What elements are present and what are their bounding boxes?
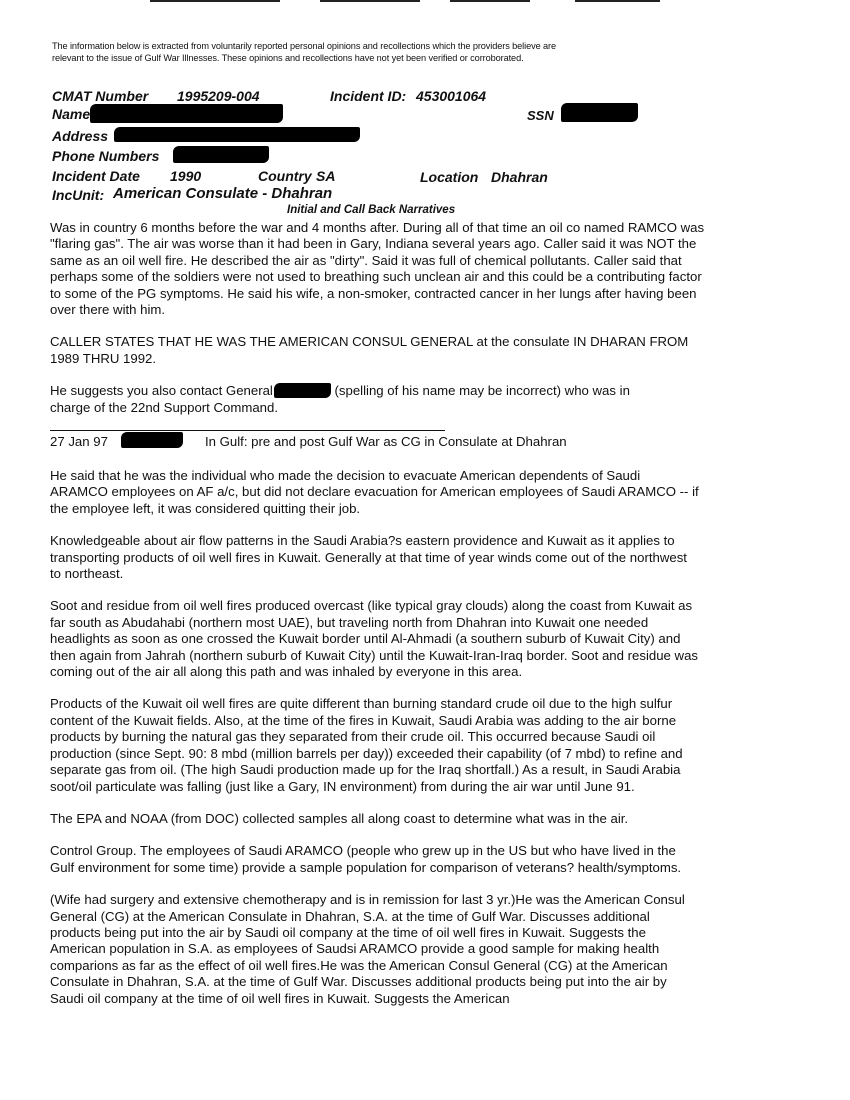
name-label: Name (52, 106, 91, 122)
location-label: Location (420, 169, 479, 185)
callback-caller-redaction (121, 432, 183, 448)
narrative-paragraph: Products of the Kuwait oil well fires are quite different than burning standard crude oil due to the high sulfur content of the Kuwait fields. Also, at the time of the fires in Kuwait, Saudi Arabia was adding to the air borne products by burning the natural gas they separated from their crude oil. This occurred because Saudi oil production (since Sept. 90: 8 mbd (million barrels per day)) exceeded their capability (of 7 mbd) to refine and separate gas from oil. (The high Saudi production made up for the Iraq shortfall.) As a result, in Saudi Arabia soot/oil particulate was falling (just like a Gary, IN environment) from during the air war until June 91. (50, 696, 683, 794)
general-name-redaction (274, 383, 331, 398)
narrative-paragraph: Was in country 6 months before the war and 4 months after. During all of that time an oil co named RAMCO was "flaring gas". The air was worse than it had been in Gary, Indiana several years ago. Caller said it was NOT the same as an oil well fire. He described the air as "dirty". Said it was full of chemical pollutants. Caller said that perhaps some of the soldiers were not used to breathing such unclean air and this could be a contributing factor to some of the PG symptoms. He said his wife, a non-smoker, contracted cancer in her lungs after having been over there with him. (50, 220, 705, 318)
phone-redaction (173, 146, 269, 163)
country-value: SA (316, 168, 336, 184)
narrative-paragraph: (Wife had surgery and extensive chemotherapy and is in remission for last 3 yr.)He was the American Consul General (CG) at the American Consulate in Dhahran, S.A. at the time of Gulf War. Discusses additional products being put into the air by Saudi oil company at the time of oil well fires in Kuwait. Suggests the American population in S.A. as employees of Saudsi ARAMCO provide a good sample for making health comparions as far as the effect of oil well fires.He was the American Consul General (CG) at the American Consulate in Dhahran, S.A. at the time of Gulf War. Discusses additional products being put into the air by Saudi oil company at the time of oil well fires in Kuwait. Suggests the American (50, 892, 685, 1006)
callback-divider (50, 430, 445, 431)
incunit-label: IncUnit: (52, 187, 105, 203)
narrative-paragraph: The EPA and NOAA (from DOC) collected samples all along coast to determine what was in the air. (50, 810, 629, 826)
incident-id-value: 453001064 (416, 88, 487, 104)
incident-date-label: Incident Date (52, 168, 140, 184)
address-redaction (114, 127, 360, 142)
contact-suggestion-after: (spelling of his name may be incorrect) who was in charge of the 22nd Support Command. (50, 383, 630, 415)
section-title: Initial and Call Back Narratives (287, 204, 456, 216)
narrative-paragraph: Control Group. The employees of Saudi ARAMCO (people who grew up in the US but who have lived in the Gulf environment for some time) provide a sample population for comparison of veterans? health/symptoms. (50, 843, 682, 875)
ssn-redaction (561, 103, 638, 122)
ssn-label: SSN (527, 108, 554, 123)
phone-numbers-label: Phone Numbers (52, 148, 160, 164)
narrative-paragraph: Soot and residue from oil well fires produced overcast (like typical gray clouds) along the coast from Kuwait as far south as Abudahabi (northern most UAE), but traveling north from Dhahran into Kuwait one needed headlights as soon as one crossed the Kuwait border until Al-Ahmadi (a southern suburb of Kuwait City) and then again from Jahrah (northern suburb of Kuwait City) until the Kuwait-Iran-Iraq border. Soot and residue was coming out of the air all along this path and was inhaled by everyone in this area. (50, 598, 698, 680)
cmat-number-value: 1995209-004 (177, 88, 260, 104)
address-label: Address (52, 128, 109, 144)
scan-artifact-line (450, 0, 530, 2)
disclaimer-text: The information below is extracted from voluntarily reported personal opinions and recollections which the providers believe are relevant to the issue of Gulf War Illnesses. These opinions and recollections have not yet been verified or corroborated. (52, 41, 557, 63)
callback-date: 27 Jan 97 (50, 434, 108, 449)
cmat-number-label: CMAT Number (52, 88, 149, 104)
callback-summary: In Gulf: pre and post Gulf War as CG in Consulate at Dhahran (205, 434, 567, 449)
scan-artifact-line (575, 0, 660, 2)
narrative-paragraph: He said that he was the individual who made the decision to evacuate American dependents of Saudi ARAMCO employees on AF a/c, but did not declare evacuation for American employees of Saudi ARAMCO -- if the employee left, it was considered quitting their job. (50, 468, 699, 516)
name-redaction (90, 104, 283, 123)
contact-suggestion-before: He suggests you also contact General (50, 383, 273, 399)
incunit-value: American Consulate - Dhahran (113, 185, 333, 202)
country-label: Country (258, 168, 312, 184)
narrative-paragraph: CALLER STATES THAT HE WAS THE AMERICAN CONSUL GENERAL at the consulate IN DHARAN FROM 1989 THRU 1992. (50, 334, 689, 366)
location-value: Dhahran (491, 169, 548, 185)
scan-artifact-line (150, 0, 280, 2)
contact-suggestion-paragraph (50, 383, 670, 416)
incident-id-label: Incident ID: (330, 88, 407, 104)
narrative-paragraph: Knowledgeable about air flow patterns in the Saudi Arabia?s eastern providence and Kuwait as it applies to transporting products of oil well fires in Kuwait. Generally at that time of year winds come out of the northwest to northeast. (50, 533, 687, 582)
incident-date-value: 1990 (170, 168, 202, 184)
scan-artifact-line (320, 0, 420, 2)
initial-narrative (50, 220, 705, 416)
callback-narrative (50, 468, 700, 1007)
